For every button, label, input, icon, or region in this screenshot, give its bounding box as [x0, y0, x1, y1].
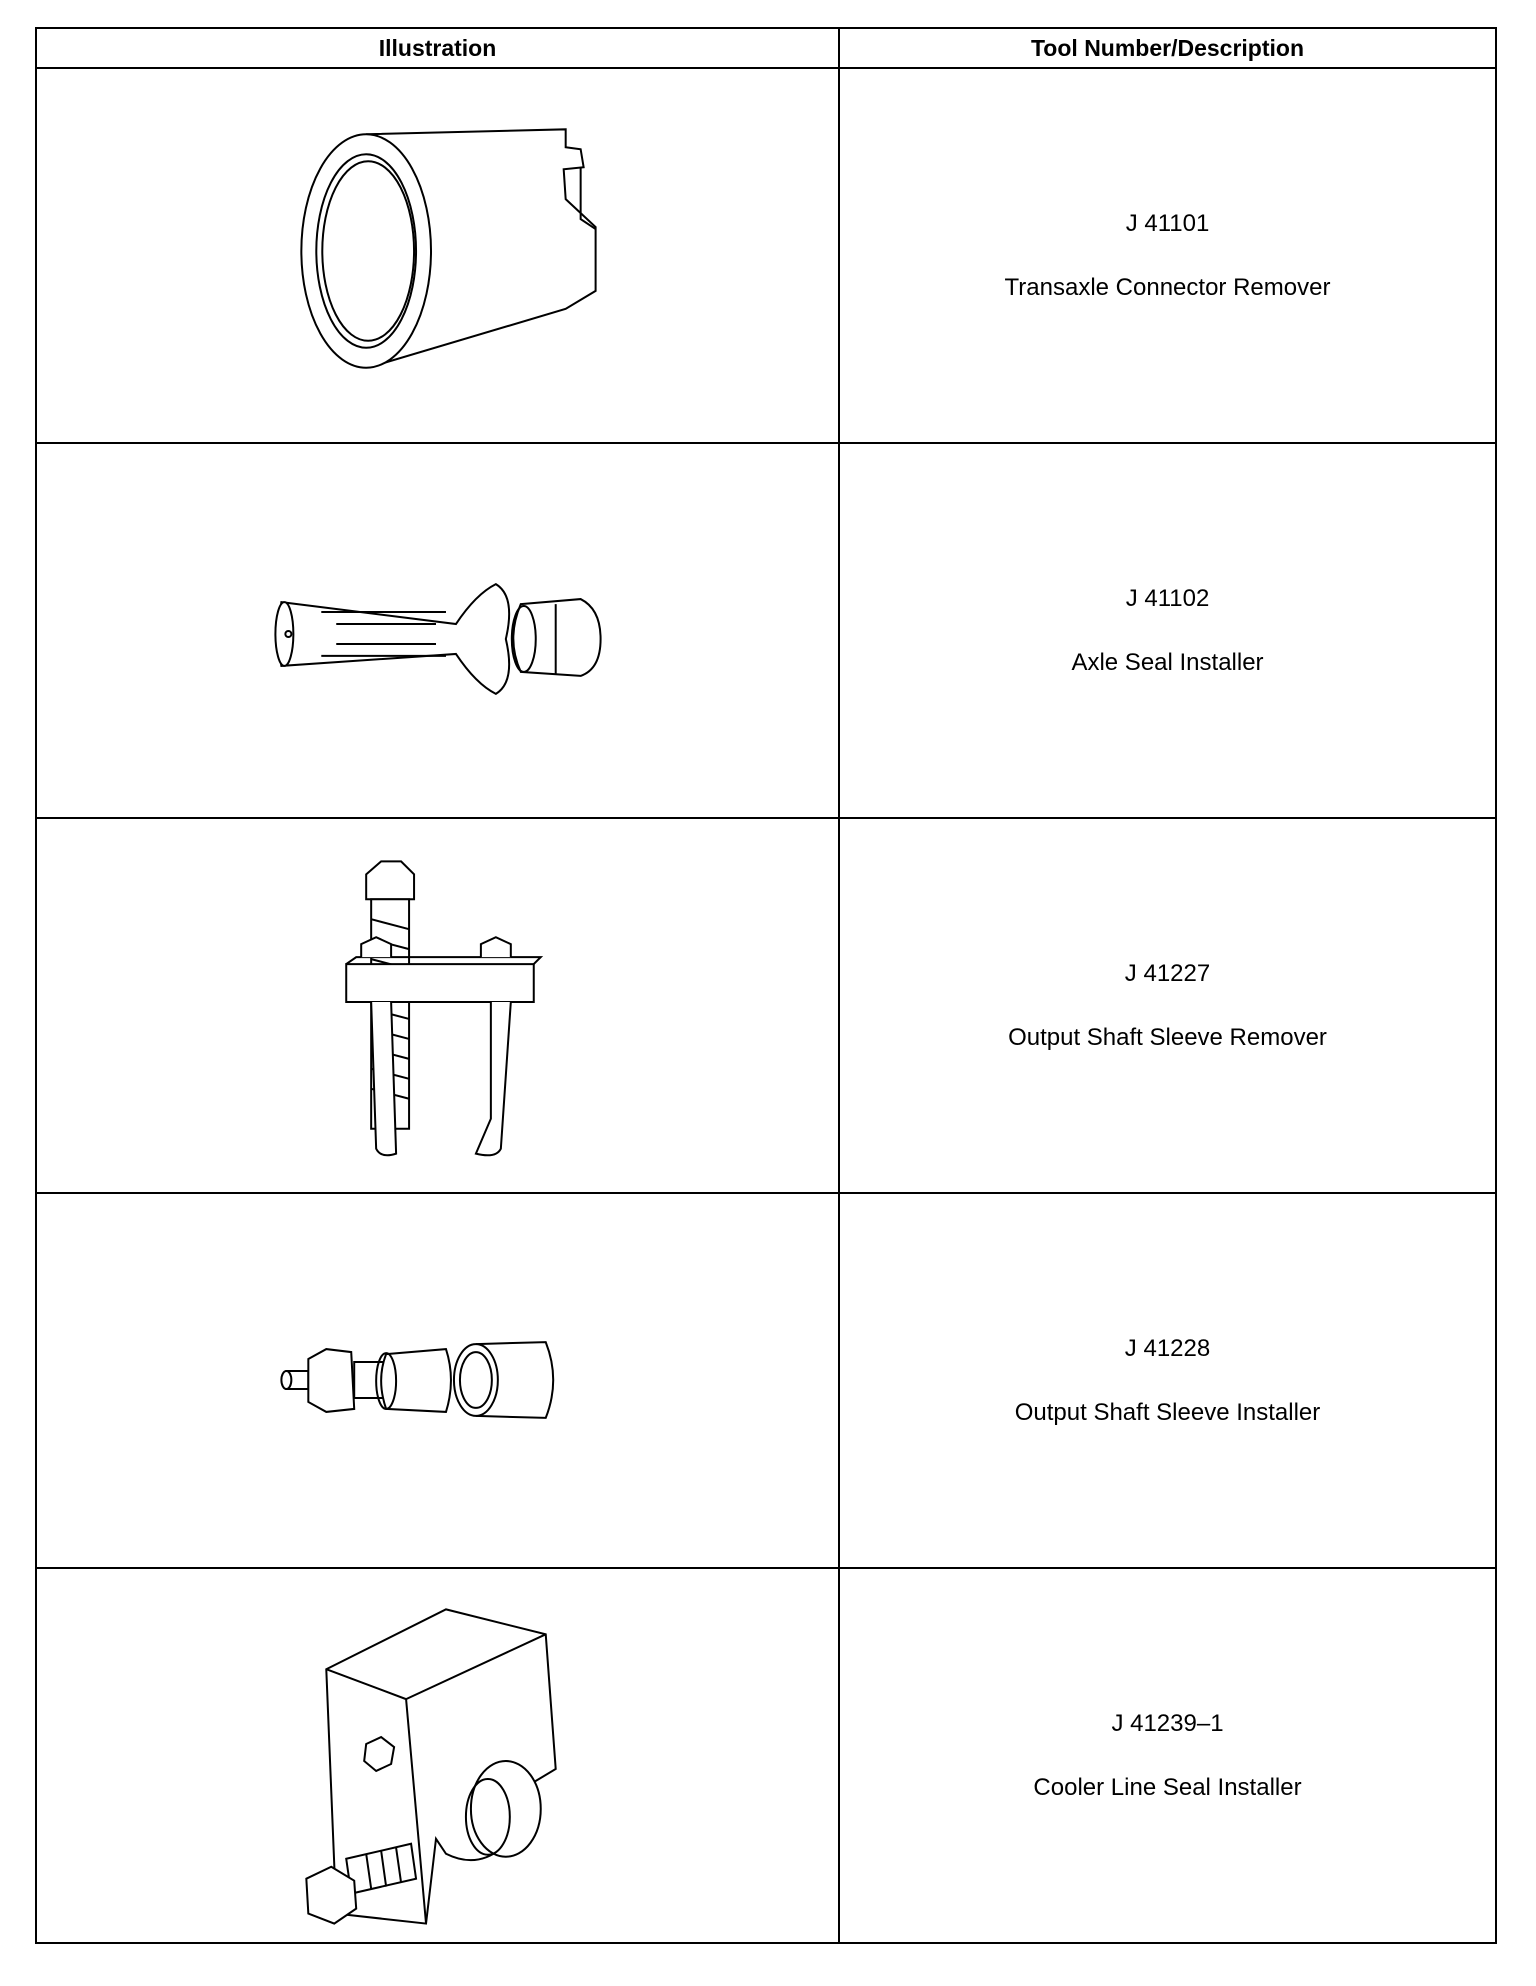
tool-description: Output Shaft Sleeve Remover	[1008, 1023, 1327, 1051]
table-row	[36, 1568, 1496, 1943]
cooler-line-seal-installer-icon	[37, 1569, 838, 1942]
illustration-cell	[36, 1568, 839, 1943]
table-row	[36, 818, 1496, 1193]
tool-cell	[839, 1568, 1496, 1943]
header-tool-description: Tool Number/Description	[839, 28, 1496, 68]
output-shaft-sleeve-installer-icon	[37, 1194, 838, 1567]
tool-number: J 41101	[1125, 209, 1210, 237]
tool-number: J 41102	[1125, 584, 1210, 612]
illustration-cell	[36, 68, 839, 443]
tool-number: J 41227	[1124, 959, 1211, 987]
tool-number: J 41239–1	[1111, 1709, 1224, 1737]
tool-cell	[839, 68, 1496, 443]
transaxle-connector-remover-icon	[37, 69, 838, 442]
table-row	[36, 1193, 1496, 1568]
tool-cell	[839, 1193, 1496, 1568]
illustration-cell	[36, 1193, 839, 1568]
tool-table	[35, 27, 1497, 1944]
header-illustration: Illustration	[36, 28, 839, 68]
tool-description: Axle Seal Installer	[1071, 648, 1264, 676]
illustration-cell	[36, 818, 839, 1193]
tool-description: Transaxle Connector Remover	[1004, 273, 1331, 301]
header-row	[36, 28, 1496, 68]
axle-seal-installer-icon	[37, 444, 838, 817]
tool-description: Cooler Line Seal Installer	[1033, 1773, 1302, 1801]
table-row	[36, 68, 1496, 443]
tool-description: Output Shaft Sleeve Installer	[1014, 1398, 1321, 1426]
tool-cell	[839, 443, 1496, 818]
table-row	[36, 443, 1496, 818]
illustration-cell	[36, 443, 839, 818]
tool-number: J 41228	[1124, 1334, 1211, 1362]
output-shaft-sleeve-remover-icon	[37, 819, 838, 1192]
tool-cell	[839, 818, 1496, 1193]
